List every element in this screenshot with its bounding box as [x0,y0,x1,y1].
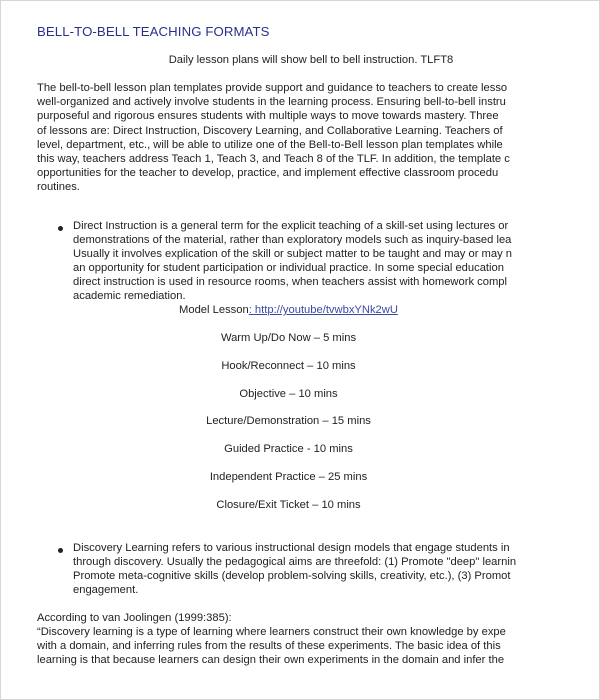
intro-line: routines. [37,181,80,193]
intro-line: The bell-to-bell lesson plan templates provide support and guidance to teachers to create lesso [37,82,508,94]
quote-line: “Discovery learning is a type of learning where learners construct their own knowledge by expe [37,626,506,638]
intro-line: this way, teachers address Teach 1, Teach 3, and Teach 8 of the TLF. In addition, the template c [37,153,510,165]
schedule-item: Guided Practice - 10 mins [224,443,353,455]
bullet-line: academic remediation. [73,290,186,302]
schedule-item: Hook/Reconnect – 10 mins [221,360,356,372]
bullet-line: through discovery. Usually the pedagogical aims are threefold: (1) Promote "deep" learnin [73,556,517,568]
bullet-line: Discovery Learning refers to various instructional design models that engage students in [73,542,510,554]
intro-line: opportunities for the teacher to develop, practice, and implement effective classroom procedu [37,167,499,179]
schedule-item: Closure/Exit Ticket – 10 mins [216,499,361,511]
quote-line: with a domain, and inferring rules from the results of these experiments. The basic idea of this [37,640,501,652]
schedule-item: Objective – 10 mins [239,388,338,400]
intro-line: level, department, etc., will be able to utilize one of the Bell-to-Bell lesson plan templates while [37,139,503,151]
quote-line: learning is that because learners can design their own experiments in the domain and infer the [37,654,505,666]
document-page [37,0,585,700]
bullet-dot [58,548,63,553]
bullet-line: an opportunity for student participation or individual practice. In some special education [73,262,504,274]
intro-line: well-organized and actively involve students in the learning process. Ensuring bell-to-bell instru [37,96,506,108]
model-lesson-link[interactable]: : http://youtube/tvwbxYNk2wU [248,304,398,316]
bullet-line: direct instruction is used in resource rooms, when teachers assist with homework compl [73,276,508,288]
quote-intro: According to van Joolingen (1999:385): [37,612,232,624]
intro-line: of lessons are: Direct Instruction, Discovery Learning, and Collaborative Learning. Teachers of [37,125,503,137]
page-title: BELL-TO-BELL TEACHING FORMATS [37,24,270,39]
bullet-line: Usually it involves explication of the skill or subject matter to be taught and may or may n [73,248,513,260]
schedule-item: Independent Practice – 25 mins [209,471,368,483]
bullet-dot [58,226,63,231]
subheading: Daily lesson plans will show bell to bell instruction. TLFT8 [168,54,454,66]
model-lesson-label: Model Lesson [179,304,249,316]
schedule-item: Lecture/Demonstration – 15 mins [206,415,371,427]
bullet-line: Direct Instruction is a general term for the explicit teaching of a skill-set using lectures or [73,220,509,232]
schedule-item: Warm Up/Do Now – 5 mins [220,332,357,344]
bullet-line: engagement. [73,584,139,596]
bullet-line: Promote meta-cognitive skills (develop problem-solving skills, creativity, etc.), (3) Promot [73,570,511,582]
bullet-line: demonstrations of the material, rather than exploratory models such as inquiry-based lea [73,234,512,246]
intro-line: purposeful and rigorous ensures students with multiple ways to move towards mastery. Three [37,110,499,122]
model-lesson [37,303,540,317]
